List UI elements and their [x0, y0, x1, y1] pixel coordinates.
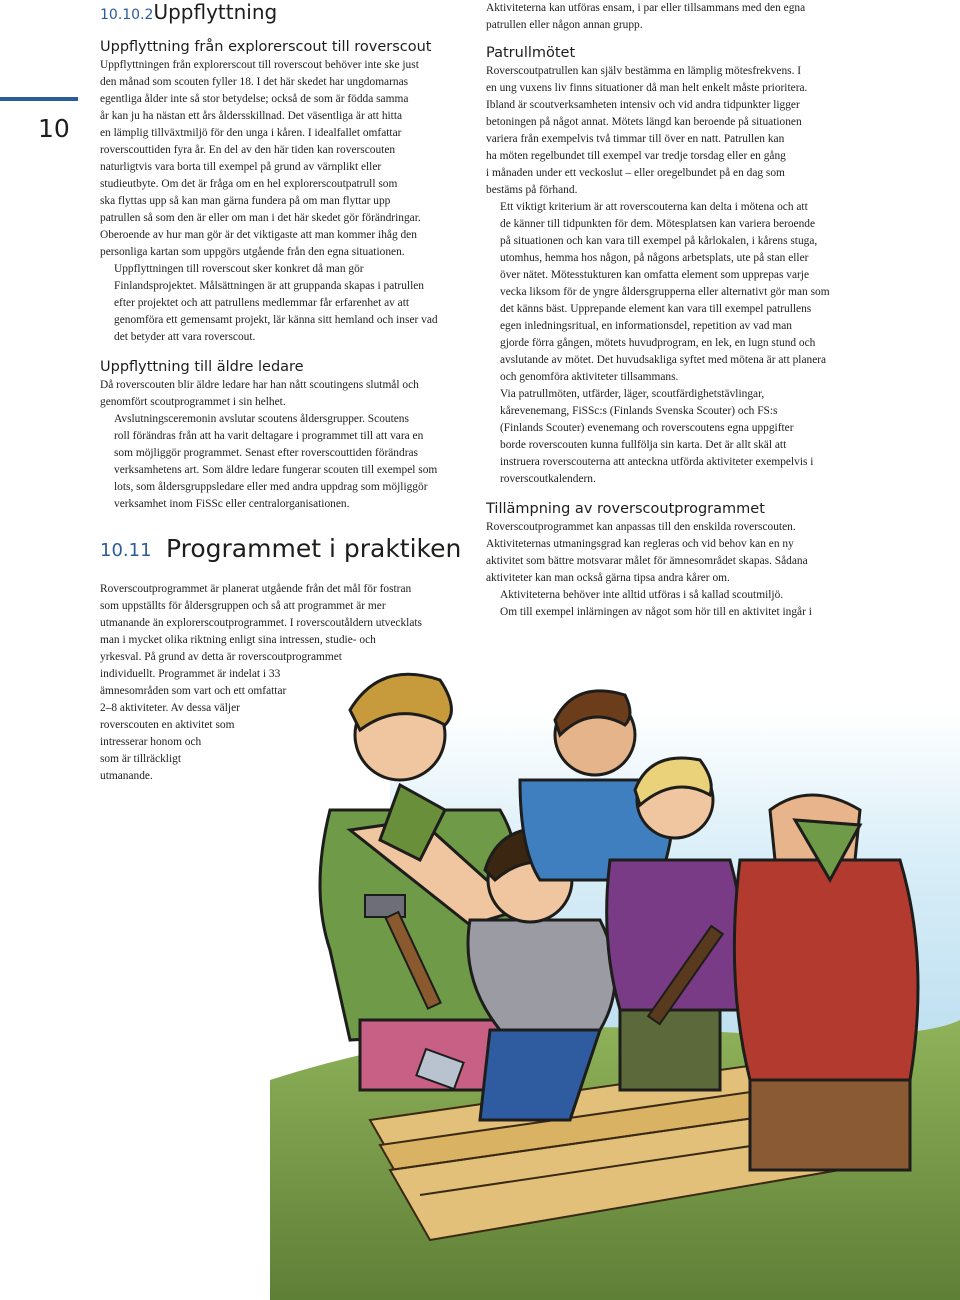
text-line: yrkesval. På grund av detta är roverscoutprogrammet — [100, 651, 342, 663]
chapter-tab-bar — [0, 97, 78, 101]
section-heading: Patrullmötet — [486, 45, 576, 61]
paragraph — [486, 199, 846, 386]
text-line: man i mycket olika riktning enligt sina intressen, studie- och — [100, 634, 376, 646]
text-line: kårevenemang, FiSSc:s (Finlands Svenska Scouter) och FS:s — [500, 405, 778, 417]
text-line: patrullen eller någon annan grupp. — [486, 19, 643, 31]
text-line: ska flyttas upp så kan man gärna fundera på om man flyttar upp — [100, 195, 391, 207]
text-line: som uppställts för åldersgruppen och så att programmet är mer — [100, 600, 386, 612]
text-line: Oberoende av hur man gör är det viktigaste att man kommer ihåg den — [100, 229, 417, 241]
text-line: det känns bäst. Upprepande element kan vara till exempel patrullens — [500, 303, 812, 315]
text-line: egentliga ålder inte så stor betydelse; också de som är födda samma — [100, 93, 409, 105]
paragraph — [486, 0, 846, 34]
text-line: betoningen på något annat. Mötets längd kan beroende på situationen — [486, 116, 802, 128]
paragraph — [100, 411, 462, 513]
paragraph — [486, 386, 846, 488]
chapter-title: Programmet i praktiken — [166, 534, 462, 563]
text-line: naturligtvis vara borta till exempel på grund av värnplikt eller — [100, 161, 382, 173]
text-line: instruera roverscouterna att anteckna utförda aktiviteter exempelvis i — [500, 456, 814, 468]
text-line: individuellt. Programmet är indelat i 33 — [100, 668, 281, 680]
text-line: (Finlands Scouter) evenemang och roverscoutens egna uppgifter — [500, 422, 794, 434]
chapter-number: 10.11 — [100, 540, 152, 561]
text-line: utomhus, hemma hos någon, på någons arbetsplats, ute på stan eller — [500, 252, 809, 264]
text-line: utmanande. — [100, 770, 153, 782]
text-line: det betyder att vara roverscout. — [114, 331, 256, 343]
text-line: patrullen så som den är eller om man i det här skedet gör förändringar. — [100, 212, 421, 224]
text-line: studieutbyte. Om det är fråga om en hel explorerscoutpatrull som — [100, 178, 398, 190]
text-line: borde roverscouten kunna fullfölja sin karta. Det är allt skäl att — [500, 439, 787, 451]
text-line: i månaden under ett veckoslut – eller oregelbundet på en dag som — [486, 167, 785, 179]
section-title: Uppflyttning — [153, 0, 278, 24]
text-line: roverscouten en aktivitet som — [100, 719, 235, 731]
text-line: Ett viktigt kriterium är att roverscouterna kan delta i mötena och att — [500, 201, 808, 213]
text-line: Avslutningsceremonin avslutar scoutens åldersgrupper. Scoutens — [114, 413, 409, 425]
text-line: Via patrullmöten, utfärder, läger, scoutfärdighetstävlingar, — [500, 388, 765, 400]
scouts-illustration — [270, 560, 960, 1300]
text-line: efter projektet och att patrullens medlemmar får erfarenhet av att — [114, 297, 410, 309]
text-line: gjorde förra gången, mötets huvudprogram, en lek, en lugn stund och — [500, 337, 816, 349]
text-line: avslutande av mötet. Det huvudsakliga syftet med mötena är att planera — [500, 354, 827, 366]
text-line: Aktiviteterna behöver inte alltid utföras i så kallad scoutmiljö. — [500, 589, 784, 601]
text-line: verksamhetens art. Som äldre ledare fungerar scouten till exempel som — [114, 464, 438, 476]
section-heading: Tillämpning av roverscoutprogrammet — [486, 501, 765, 517]
text-line: Uppflyttningen till roverscout sker konkret då man gör — [114, 263, 364, 275]
section-heading: Uppflyttning från explorerscout till roverscout — [100, 39, 432, 55]
text-line: Roverscoutpatrullen kan själv bestämma en lämplig mötesfrekvens. I — [486, 65, 802, 77]
text-line: Då roverscouten blir äldre ledare har han nått scoutingens slutmål och — [100, 379, 419, 391]
text-line: personliga kartan som uppgörs utgående från den egna situationen. — [100, 246, 405, 258]
section-uppflyttning-ledare — [100, 358, 462, 513]
text-line: den månad som scouten fyller 18. I det här skedet har ungdomarnas — [100, 76, 409, 88]
text-line: Finlandsprojektet. Målsättningen är att gruppanda skapas i patrullen — [114, 280, 424, 292]
text-line: på situationen och kan vara till exempel på kårlokalen, i kårens stuga, — [500, 235, 818, 247]
section-uppflyttning-roverscout — [100, 38, 462, 346]
text-line: roverscouttiden fyra år. En del av den här tiden kan roverscouten — [100, 144, 396, 156]
text-line: utmanande än explorerscoutprogrammet. I roverscoutåldern utvecklats — [100, 617, 422, 629]
text-line: vecka liksom för de yngre åldersgrupperna eller alternativt gör man som — [500, 286, 830, 298]
text-line: verksamhet inom FiSSc eller centralorganisationen. — [114, 498, 350, 510]
text-line: Uppflyttningen från explorerscout till roverscout behöver inte ske just — [100, 59, 419, 71]
text-line: som är tillräckligt — [100, 753, 181, 765]
text-line: 2–8 aktiviteter. Av dessa väljer — [100, 702, 240, 714]
section-heading: Uppflyttning till äldre ledare — [100, 359, 304, 375]
text-line: år kan ju ha nästan ett års åldersskillnad. Det väsentliga är att hitta — [100, 110, 403, 122]
text-line: Roverscoutprogrammet är planerat utgående från det mål för fostran — [100, 583, 412, 595]
section-number: 10.10.2 — [100, 7, 154, 23]
text-line: över nätet. Mötesstukturen kan omfatta element som upprepas varje — [500, 269, 810, 281]
text-line: och genomföra aktiviteter tillsammans. — [500, 371, 679, 383]
text-line: roll förändras från att ha varit deltagare i programmet till att vara en — [114, 430, 424, 442]
text-line: en lämplig tillväxtmiljö för den unga i kåren. I idealfallet omfattar — [100, 127, 402, 139]
text-line: aktiviteter kan man också gärna tipsa andra kårer om. — [486, 572, 730, 584]
text-line: Roverscoutprogrammet kan anpassas till den enskilda roverscouten. — [486, 521, 796, 533]
paragraph — [100, 261, 462, 346]
text-line: aktivitet som bättre motsvarar målet för ämnesområdet skapas. Sådana — [486, 555, 808, 567]
text-line: Om till exempel inlärningen av något som hör till en aktivitet ingår i — [500, 606, 812, 618]
section-header — [100, 0, 277, 27]
text-line: egen inledningsritual, en informationsdel, repetition av vad man — [500, 320, 792, 332]
text-line: lots, som åldersgruppsledare eller med andra uppdrag som möjliggör — [114, 481, 428, 493]
text-line: genomföra ett gemensamt projekt, lär känna sitt hemland och inser vad — [114, 314, 438, 326]
text-line: Ibland är scoutverksamheten intensiv och vid andra tidpunkter ligger — [486, 99, 800, 111]
intro-text — [486, 0, 846, 34]
text-line: de känner till tidpunkten för dem. Mötesplatsen kan variera beroende — [500, 218, 816, 230]
paragraph — [100, 377, 462, 411]
text-line: som möjliggör programmet. Senast efter roverscouttiden förändras — [114, 447, 418, 459]
paragraph — [486, 63, 846, 199]
text-line: intresserar honom och — [100, 736, 202, 748]
text-line: bestäms på förhand. — [486, 184, 578, 196]
text-line: ämnesområden som vart och ett omfattar — [100, 685, 287, 697]
text-line: variera från exempelvis två timmar till över en natt. Patrullen kan — [486, 133, 785, 145]
text-line: roverscoutkalendern. — [500, 473, 596, 485]
chapter-tab-number: 10 — [38, 114, 70, 143]
text-line: ha möten regelbundet till exempel var tredje torsdag eller en gång — [486, 150, 786, 162]
text-line: genomfört scoutprogrammet i sin helhet. — [100, 396, 286, 408]
paragraph — [100, 57, 462, 261]
text-line: Aktiviteternas utmaningsgrad kan regleras och vid behov kan en ny — [486, 538, 794, 550]
text-line: en ung vuxens liv finns situationer då man helt enkelt måste prioritera. — [486, 82, 808, 94]
text-line: Aktiviteterna kan utföras ensam, i par eller tillsammans med den egna — [486, 2, 806, 14]
section-patrullmotet — [486, 44, 846, 488]
